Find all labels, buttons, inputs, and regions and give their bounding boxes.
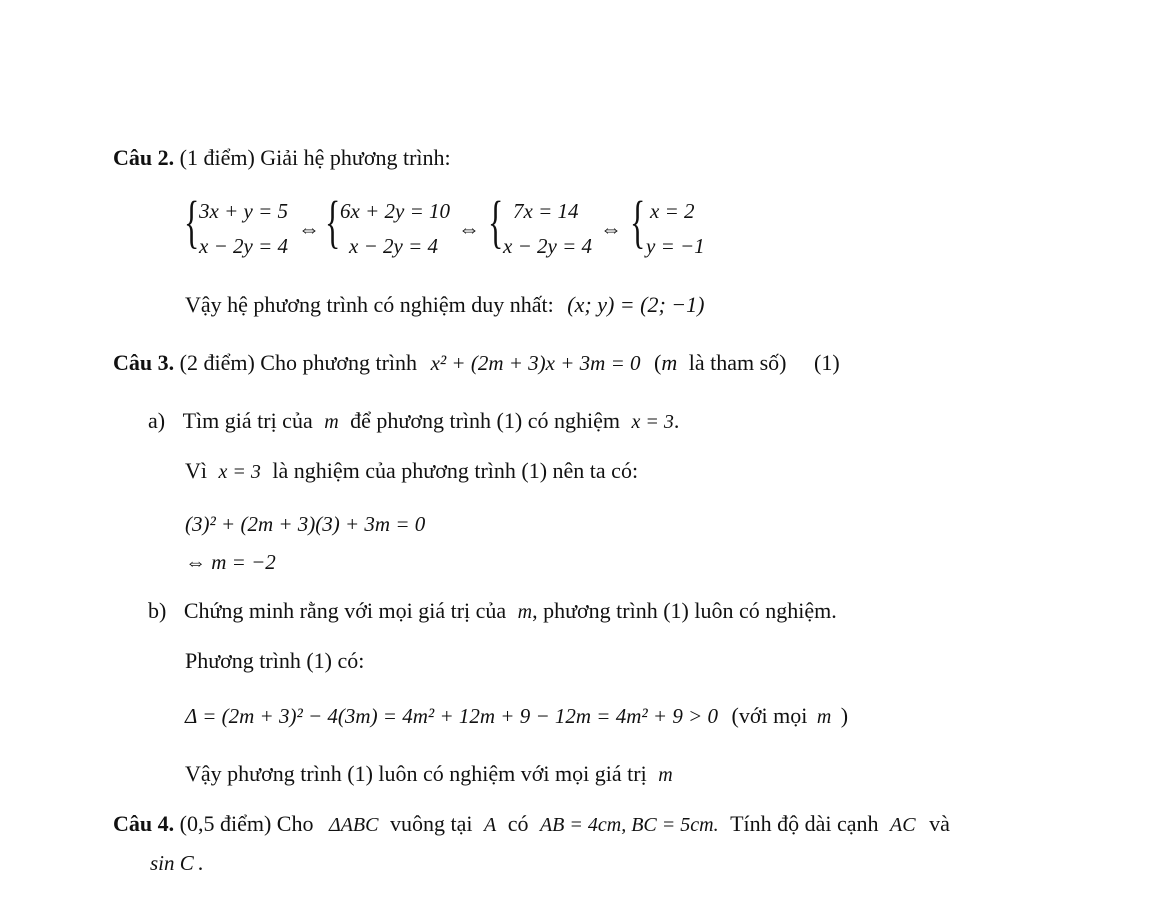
question-4-dot: . xyxy=(197,850,204,875)
part-b-m: m xyxy=(517,601,533,623)
part-b-marker: b) xyxy=(148,598,167,623)
part-b-conclusion-text: Vậy phương trình (1) luôn có nghiệm với mọi giá trị xyxy=(185,761,647,786)
part-a-line1-math: x = 3 xyxy=(218,461,261,483)
side-ac: AC xyxy=(890,814,916,836)
equivalence-arrow-1: ⇔ xyxy=(298,216,320,241)
question-4-label: Câu 4. xyxy=(113,811,175,836)
part-a-dot: . xyxy=(673,408,680,433)
part-a-calc-2: ⇔ m = −2 xyxy=(185,550,276,574)
system-3-eq-1: 7x = 14 xyxy=(513,199,579,223)
system-2-eq-1: 6x + 2y = 10 xyxy=(340,199,450,223)
discriminant-expression: Δ = (2m + 3)² − 4(3m) = 4m² + 12m + 9 − 12m = 4m² + 9 > 0 xyxy=(185,704,719,728)
system-4-eq-1: x = 2 xyxy=(650,199,695,223)
part-b-delta-line xyxy=(185,705,848,727)
question-4-text-2: vuông tại xyxy=(389,811,473,836)
question-2-heading xyxy=(113,147,451,169)
question-4-text-3: có xyxy=(507,811,529,836)
equivalence-arrow-2: ⇔ xyxy=(458,216,480,241)
part-a-calc-1: (3)² + (2m + 3)(3) + 3m = 0 xyxy=(185,512,426,536)
part-a-m: m xyxy=(324,411,339,433)
part-a-marker: a) xyxy=(148,408,166,433)
part-b-text-2: , phương trình (1) luôn có nghiệm. xyxy=(532,598,837,623)
question-4-text-4: Tính độ dài cạnh xyxy=(730,811,879,836)
param-m: m xyxy=(661,350,678,375)
part-b-prompt xyxy=(148,600,837,622)
delta-note-post: ) xyxy=(840,703,849,728)
question-3-label: Câu 3. xyxy=(113,350,175,375)
part-a-line1-text: là nghiệm của phương trình (1) nên ta có: xyxy=(272,458,639,483)
triangle-name: ΔABC xyxy=(328,814,379,836)
conclusion-solution: (x; y) = (2; −1) xyxy=(567,292,705,317)
system-2-eq-2: x − 2y = 4 xyxy=(349,234,438,258)
question-4-line-2 xyxy=(150,852,203,874)
part-a-prompt xyxy=(148,410,679,432)
system-1-eq-2: x − 2y = 4 xyxy=(199,234,288,258)
part-a-text-2: để phương trình (1) có nghiệm xyxy=(350,408,620,433)
equation-number: (1) xyxy=(814,350,840,375)
system-1-eq-1: 3x + y = 5 xyxy=(199,199,288,223)
question-2-conclusion xyxy=(185,294,704,316)
paren-open: ( xyxy=(654,350,662,375)
part-a-line1-prefix: Vì xyxy=(185,458,207,483)
part-a-x-value: x = 3 xyxy=(631,411,674,433)
question-2-text: (1 điểm) Giải hệ phương trình: xyxy=(174,145,451,170)
brace-2: { xyxy=(325,189,341,254)
question-3-equation: x² + (2m + 3)x + 3m = 0 xyxy=(430,351,641,375)
part-a-line-1 xyxy=(185,460,638,482)
part-b-conclusion xyxy=(185,763,673,785)
part-b-line-1: Phương trình (1) có: xyxy=(185,648,365,673)
delta-note-pre: (với mọi xyxy=(731,703,808,728)
system-4-eq-2: y = −1 xyxy=(646,234,705,258)
brace-1: { xyxy=(184,189,200,254)
side-lengths: AB = 4cm, BC = 5cm. xyxy=(539,814,719,836)
sin-c: sin C xyxy=(150,851,194,875)
question-2-label: Câu 2. xyxy=(113,145,175,170)
question-3-heading xyxy=(113,352,840,374)
question-4-heading xyxy=(113,813,950,835)
part-b-conclusion-m: m xyxy=(658,764,673,786)
brace-3: { xyxy=(488,189,504,254)
part-a-text-1: Tìm giá trị của xyxy=(182,408,313,433)
equivalence-arrow-3: ⇔ xyxy=(600,216,622,241)
question-4-text-1: (0,5 điểm) Cho xyxy=(174,811,314,836)
param-text: là tham số) xyxy=(688,350,787,375)
part-b-text-1: Chứng minh rằng với mọi giá trị của xyxy=(183,598,507,623)
system-3-eq-2: x − 2y = 4 xyxy=(503,234,592,258)
vertex-a: A xyxy=(483,814,497,836)
brace-4: { xyxy=(630,189,646,254)
delta-note-m: m xyxy=(816,706,832,728)
question-4-text-5: và xyxy=(929,811,950,836)
conclusion-text: Vậy hệ phương trình có nghiệm duy nhất: xyxy=(185,292,554,317)
question-3-text: (2 điểm) Cho phương trình xyxy=(174,350,418,375)
